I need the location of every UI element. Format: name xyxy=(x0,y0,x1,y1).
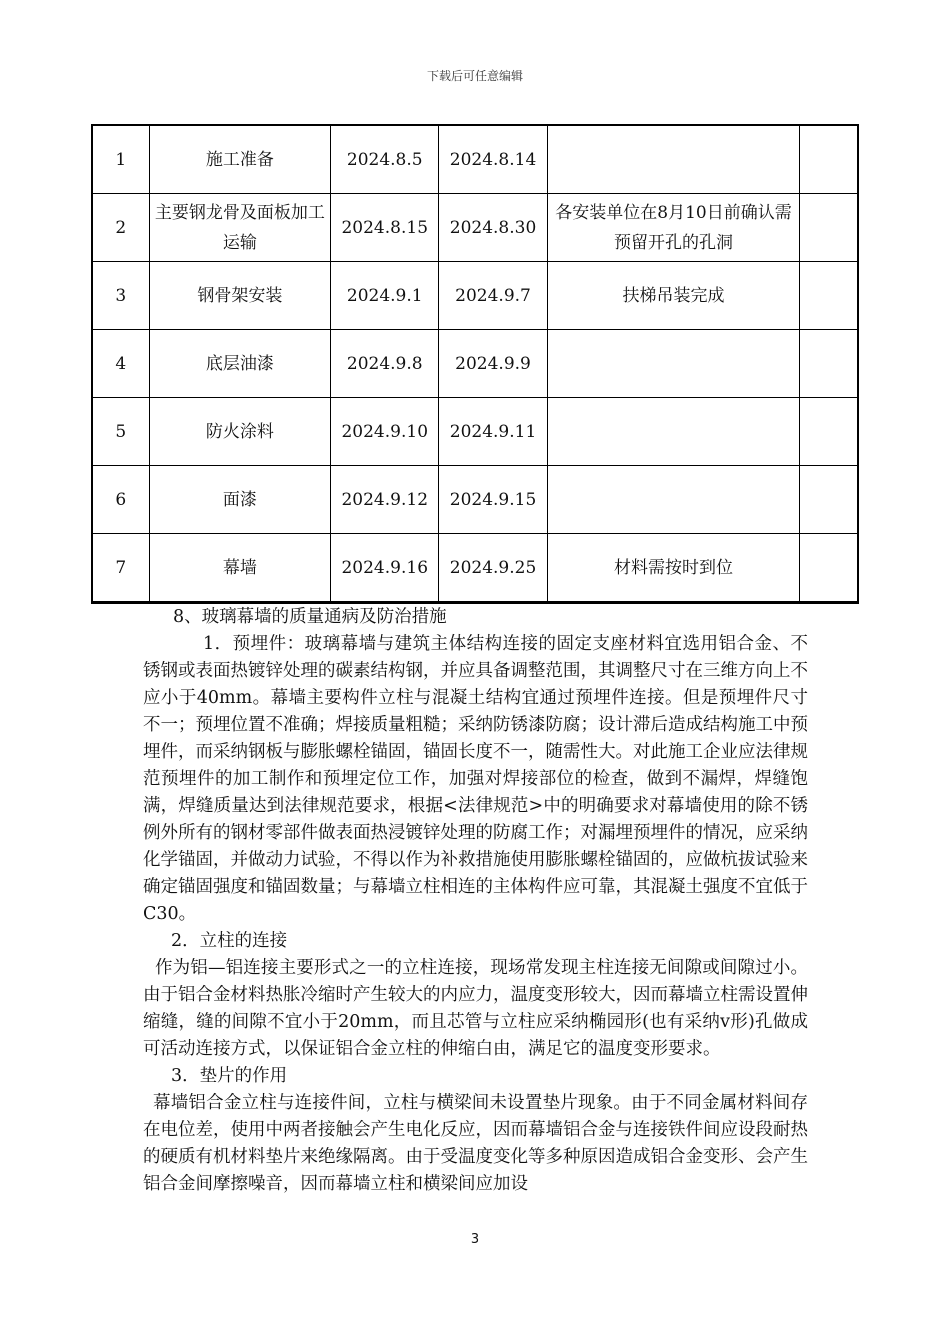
table-row xyxy=(92,398,858,466)
subheading-gasket: 3．垫片的作用 xyxy=(171,1066,288,1086)
remark xyxy=(547,330,800,398)
table-row xyxy=(92,534,858,603)
start-date: 2024.9.10 xyxy=(331,398,439,466)
end-date: 2024.9.15 xyxy=(439,466,547,534)
row-number: 1 xyxy=(92,125,149,194)
task-name: 幕墙 xyxy=(149,534,330,603)
row-number: 3 xyxy=(92,262,149,330)
extra-cell xyxy=(800,398,858,466)
remark: 扶梯吊装完成 xyxy=(547,262,800,330)
task-name: 主要钢龙骨及面板加工运输 xyxy=(149,194,330,262)
row-number: 2 xyxy=(92,194,149,262)
start-date: 2024.8.5 xyxy=(331,125,439,194)
row-number: 7 xyxy=(92,534,149,603)
extra-cell xyxy=(800,466,858,534)
end-date: 2024.8.14 xyxy=(439,125,547,194)
end-date: 2024.9.7 xyxy=(439,262,547,330)
table-row xyxy=(92,125,858,194)
start-date: 2024.9.12 xyxy=(331,466,439,534)
end-date: 2024.8.30 xyxy=(439,194,547,262)
extra-cell xyxy=(800,330,858,398)
remark xyxy=(547,125,800,194)
page-number: 3 xyxy=(470,1232,480,1247)
extra-cell xyxy=(800,125,858,194)
remark xyxy=(547,398,800,466)
task-name: 防火涂料 xyxy=(149,398,330,466)
task-name: 面漆 xyxy=(149,466,330,534)
remark: 材料需按时到位 xyxy=(547,534,800,603)
extra-cell xyxy=(800,534,858,603)
task-name: 钢骨架安装 xyxy=(149,262,330,330)
start-date: 2024.9.16 xyxy=(331,534,439,603)
body-text xyxy=(143,604,808,1198)
subheading-column-connection: 2．立柱的连接 xyxy=(171,931,288,951)
row-number: 6 xyxy=(92,466,149,534)
paragraph-gasket: 幕墙铝合金立柱与连接件间，立柱与横梁间未设置垫片现象。由于不同金属材料间存在电位差，使用中两者接触会产生电化反应，因而幕墙铝合金与连接铁件间应设段耐热的硬质有机材料垫片来绝缘隔离。由于受温度变化等多种原因造成铝合金变形、会产生铝合金间摩擦噪音，因而幕墙立柱和横梁间应加设 xyxy=(143,1093,808,1194)
schedule-table xyxy=(91,124,859,604)
section-title: 8、玻璃幕墙的质量通病及防治措施 xyxy=(173,607,447,627)
task-name: 施工准备 xyxy=(149,125,330,194)
table-row xyxy=(92,262,858,330)
remark xyxy=(547,466,800,534)
table-row xyxy=(92,194,858,262)
start-date: 2024.9.8 xyxy=(331,330,439,398)
table-row xyxy=(92,330,858,398)
paragraph-embedded-parts: 1．预埋件：玻璃幕墙与建筑主体结构连接的固定支座材料宜选用铝合金、不锈钢或表面热镀锌处理的碳素结构钢，并应具备调整范围，其调整尺寸在三维方向上不应小于40mm。幕墙主要构件立柱与混凝土结构宜通过预埋件连接。但是预埋件尺寸不一；预埋位置不准确；焊接质量粗糙；采纳防锈漆防腐；设计滞后造成结构施工中预埋件，而采纳钢板与膨胀螺栓锚固，锚固长度不一，随需性大。对此施工企业应法律规范预埋件的加工制作和预埋定位工作，加强对焊接部位的检查，做到不漏焊，焊缝饱满，焊缝质量达到法律规范要求，根据<法律规范>中的明确要求对幕墙使用的除不锈例外所有的钢材零部件做表面热浸镀锌处理的防腐工作；对漏埋预埋件的情况，应采纳化学锚固，并做动力试验，不得以作为补救措施使用膨胀螺栓锚固的，应做杭拔试验来确定锚固强度和锚固数量；与幕墙立柱相连的主体构件应可靠，其混凝土强度不宜低于C30。 xyxy=(143,634,808,924)
remark: 各安装单位在8月10日前确认需预留开孔的孔洞 xyxy=(547,194,800,262)
end-date: 2024.9.11 xyxy=(439,398,547,466)
start-date: 2024.9.1 xyxy=(331,262,439,330)
page-header: 下载后可任意编辑 xyxy=(426,69,523,83)
paragraph-column-connection: 作为铝—铝连接主要形式之一的立柱连接，现场常发现主柱连接无间隙或间隙过小。由于铝合金材料热胀冷缩时产生较大的内应力，温度变形较大，因而幕墙立柱需设置伸缩缝，缝的间隙不宜小于20mm，而且芯管与立柱应采纳椭园形(也有采纳v形)孔做成可活动连接方式，以保证铝合金立柱的伸缩白由，满足它的温度变形要求。 xyxy=(143,958,808,1059)
table-row xyxy=(92,466,858,534)
extra-cell xyxy=(800,194,858,262)
end-date: 2024.9.25 xyxy=(439,534,547,603)
row-number: 5 xyxy=(92,398,149,466)
row-number: 4 xyxy=(92,330,149,398)
end-date: 2024.9.9 xyxy=(439,330,547,398)
task-name: 底层油漆 xyxy=(149,330,330,398)
start-date: 2024.8.15 xyxy=(331,194,439,262)
extra-cell xyxy=(800,262,858,330)
